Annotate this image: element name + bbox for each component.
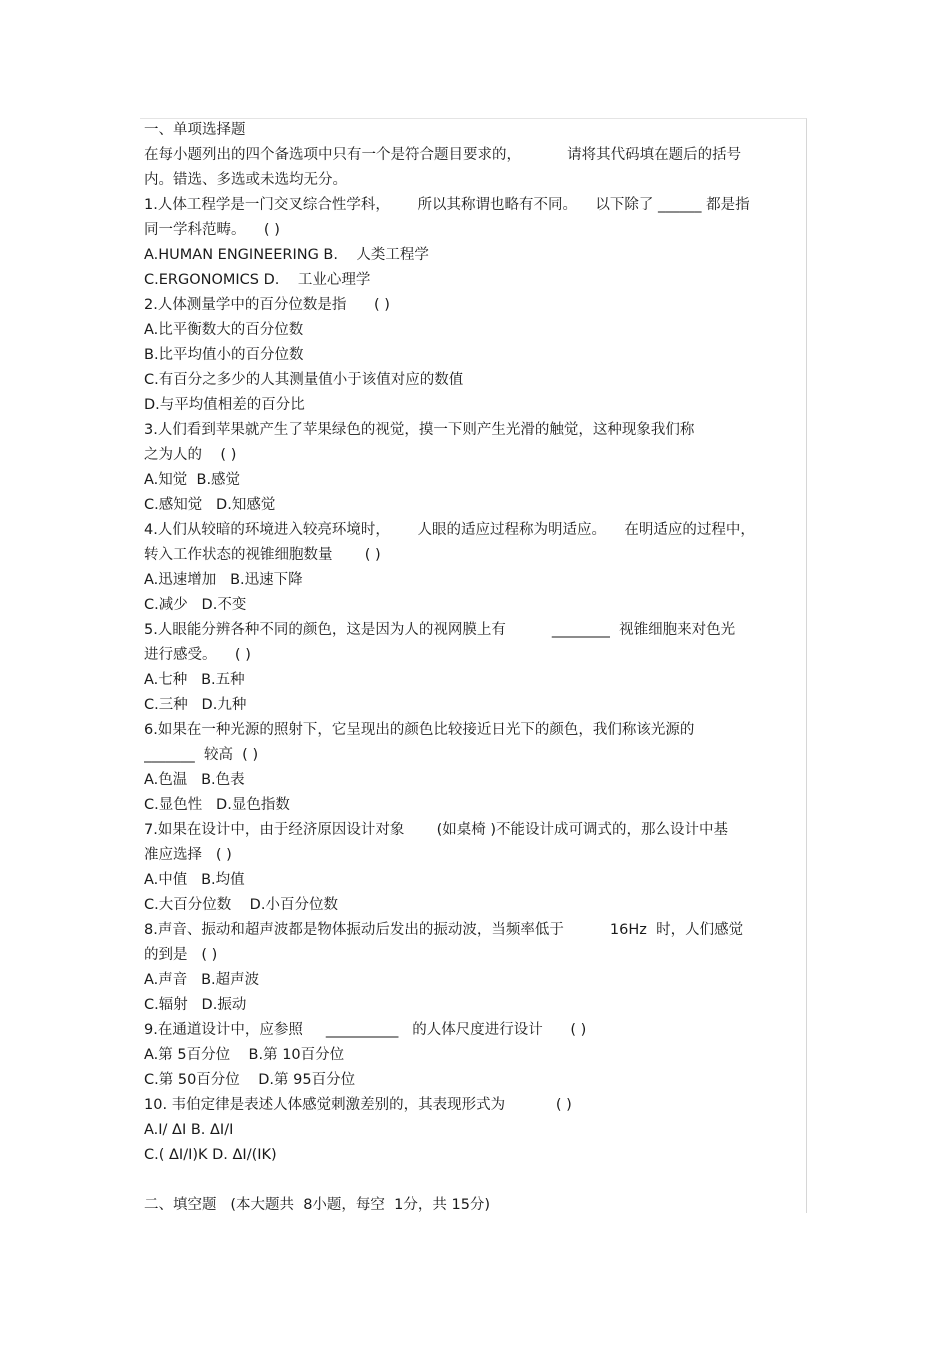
question-4-cont: 转入工作状态的视锥细胞数量 ( ) <box>144 547 381 563</box>
question-8-options: A.声音 B.超声波 <box>144 972 260 988</box>
question-9-options: C.第 50百分位 D.第 95百分位 <box>144 1072 356 1088</box>
instructions-line: 内。错选、多选或未选均无分。 <box>144 172 347 188</box>
question-3: 3.人们看到苹果就产生了苹果绿色的视觉，摸一下则产生光滑的触觉，这种现象我们称 <box>144 422 695 438</box>
question-2-option: B.比平均值小的百分位数 <box>144 347 304 363</box>
question-3-options: C.感知觉 D.知感觉 <box>144 497 276 513</box>
question-8: 8.声音、振动和超声波都是物体振动后发出的振动波，当频率低于 16Hz 时，人们感觉 <box>144 922 744 938</box>
question-1: 1.人体工程学是一门交叉综合性学科， 所以其称谓也略有不同。 以下除了 ______ 都是指 <box>144 197 750 213</box>
section-title-single-choice: 一、单项选择题 <box>144 122 246 138</box>
question-9: 9.在通道设计中，应参照 __________ 的人体尺度进行设计 ( ) <box>144 1022 587 1038</box>
question-1-options: C.ERGONOMICS D. 工业心理学 <box>144 272 371 288</box>
question-7: 7.如果在设计中，由于经济原因设计对象 (如桌椅 )不能设计成可调式的，那么设计中基 <box>144 822 729 838</box>
question-10: 10. 韦伯定律是表述人体感觉刺激差别的，其表现形式为 ( ) <box>144 1097 572 1113</box>
question-6-cont: _______ 较高 ( ) <box>144 747 259 763</box>
question-5: 5.人眼能分辨各种不同的颜色，这是因为人的视网膜上有 ________ 视锥细胞来对色光 <box>144 622 736 638</box>
question-3-options: A.知觉 B.感觉 <box>144 472 241 488</box>
question-6: 6.如果在一种光源的照射下，它呈现出的颜色比较接近日光下的颜色，我们称该光源的 <box>144 722 695 738</box>
question-6-options: C.显色性 D.显色指数 <box>144 797 290 813</box>
instructions-line: 在每小题列出的四个备选项中只有一个是符合题目要求的， 请将其代码填在题后的括号 <box>144 147 742 163</box>
question-8-options: C.辐射 D.振动 <box>144 997 247 1013</box>
question-3-cont: 之为人的 ( ) <box>144 447 237 463</box>
question-1-cont: 同一学科范畴。 ( ) <box>144 222 280 238</box>
question-9-options: A.第 5百分位 B.第 10百分位 <box>144 1047 345 1063</box>
question-7-options: A.中值 B.均值 <box>144 872 245 888</box>
document-body <box>144 118 804 1218</box>
question-7-options: C.大百分位数 D.小百分位数 <box>144 897 338 913</box>
question-10-options: C.( ΔI/I)K D. ΔI/(IK) <box>144 1147 277 1163</box>
question-2: 2.人体测量学中的百分位数是指 ( ) <box>144 297 390 313</box>
question-8-cont: 的到是 ( ) <box>144 947 218 963</box>
question-10-options: A.I/ ΔI B. ΔI/I <box>144 1122 234 1138</box>
blank-line <box>144 1168 804 1193</box>
question-7-cont: 准应选择 ( ) <box>144 847 232 863</box>
section-title-fill-in: 二、填空题 (本大题共 8小题，每空 1分，共 15分) <box>144 1197 491 1213</box>
question-4-options: C.减少 D.不变 <box>144 597 247 613</box>
question-6-options: A.色温 B.色表 <box>144 772 245 788</box>
question-2-option: C.有百分之多少的人其测量值小于该值对应的数值 <box>144 372 464 388</box>
question-5-cont: 进行感受。 ( ) <box>144 647 251 663</box>
question-4: 4.人们从较暗的环境进入较亮环境时， 人眼的适应过程称为明适应。 在明适应的过程中， <box>144 522 755 538</box>
question-2-option: A.比平衡数大的百分位数 <box>144 322 304 338</box>
question-5-options: A.七种 B.五种 <box>144 672 245 688</box>
question-1-options: A.HUMAN ENGINEERING B. 人类工程学 <box>144 247 429 263</box>
question-2-option: D.与平均值相差的百分比 <box>144 397 305 413</box>
question-4-options: A.迅速增加 B.迅速下降 <box>144 572 303 588</box>
question-5-options: C.三种 D.九种 <box>144 697 247 713</box>
